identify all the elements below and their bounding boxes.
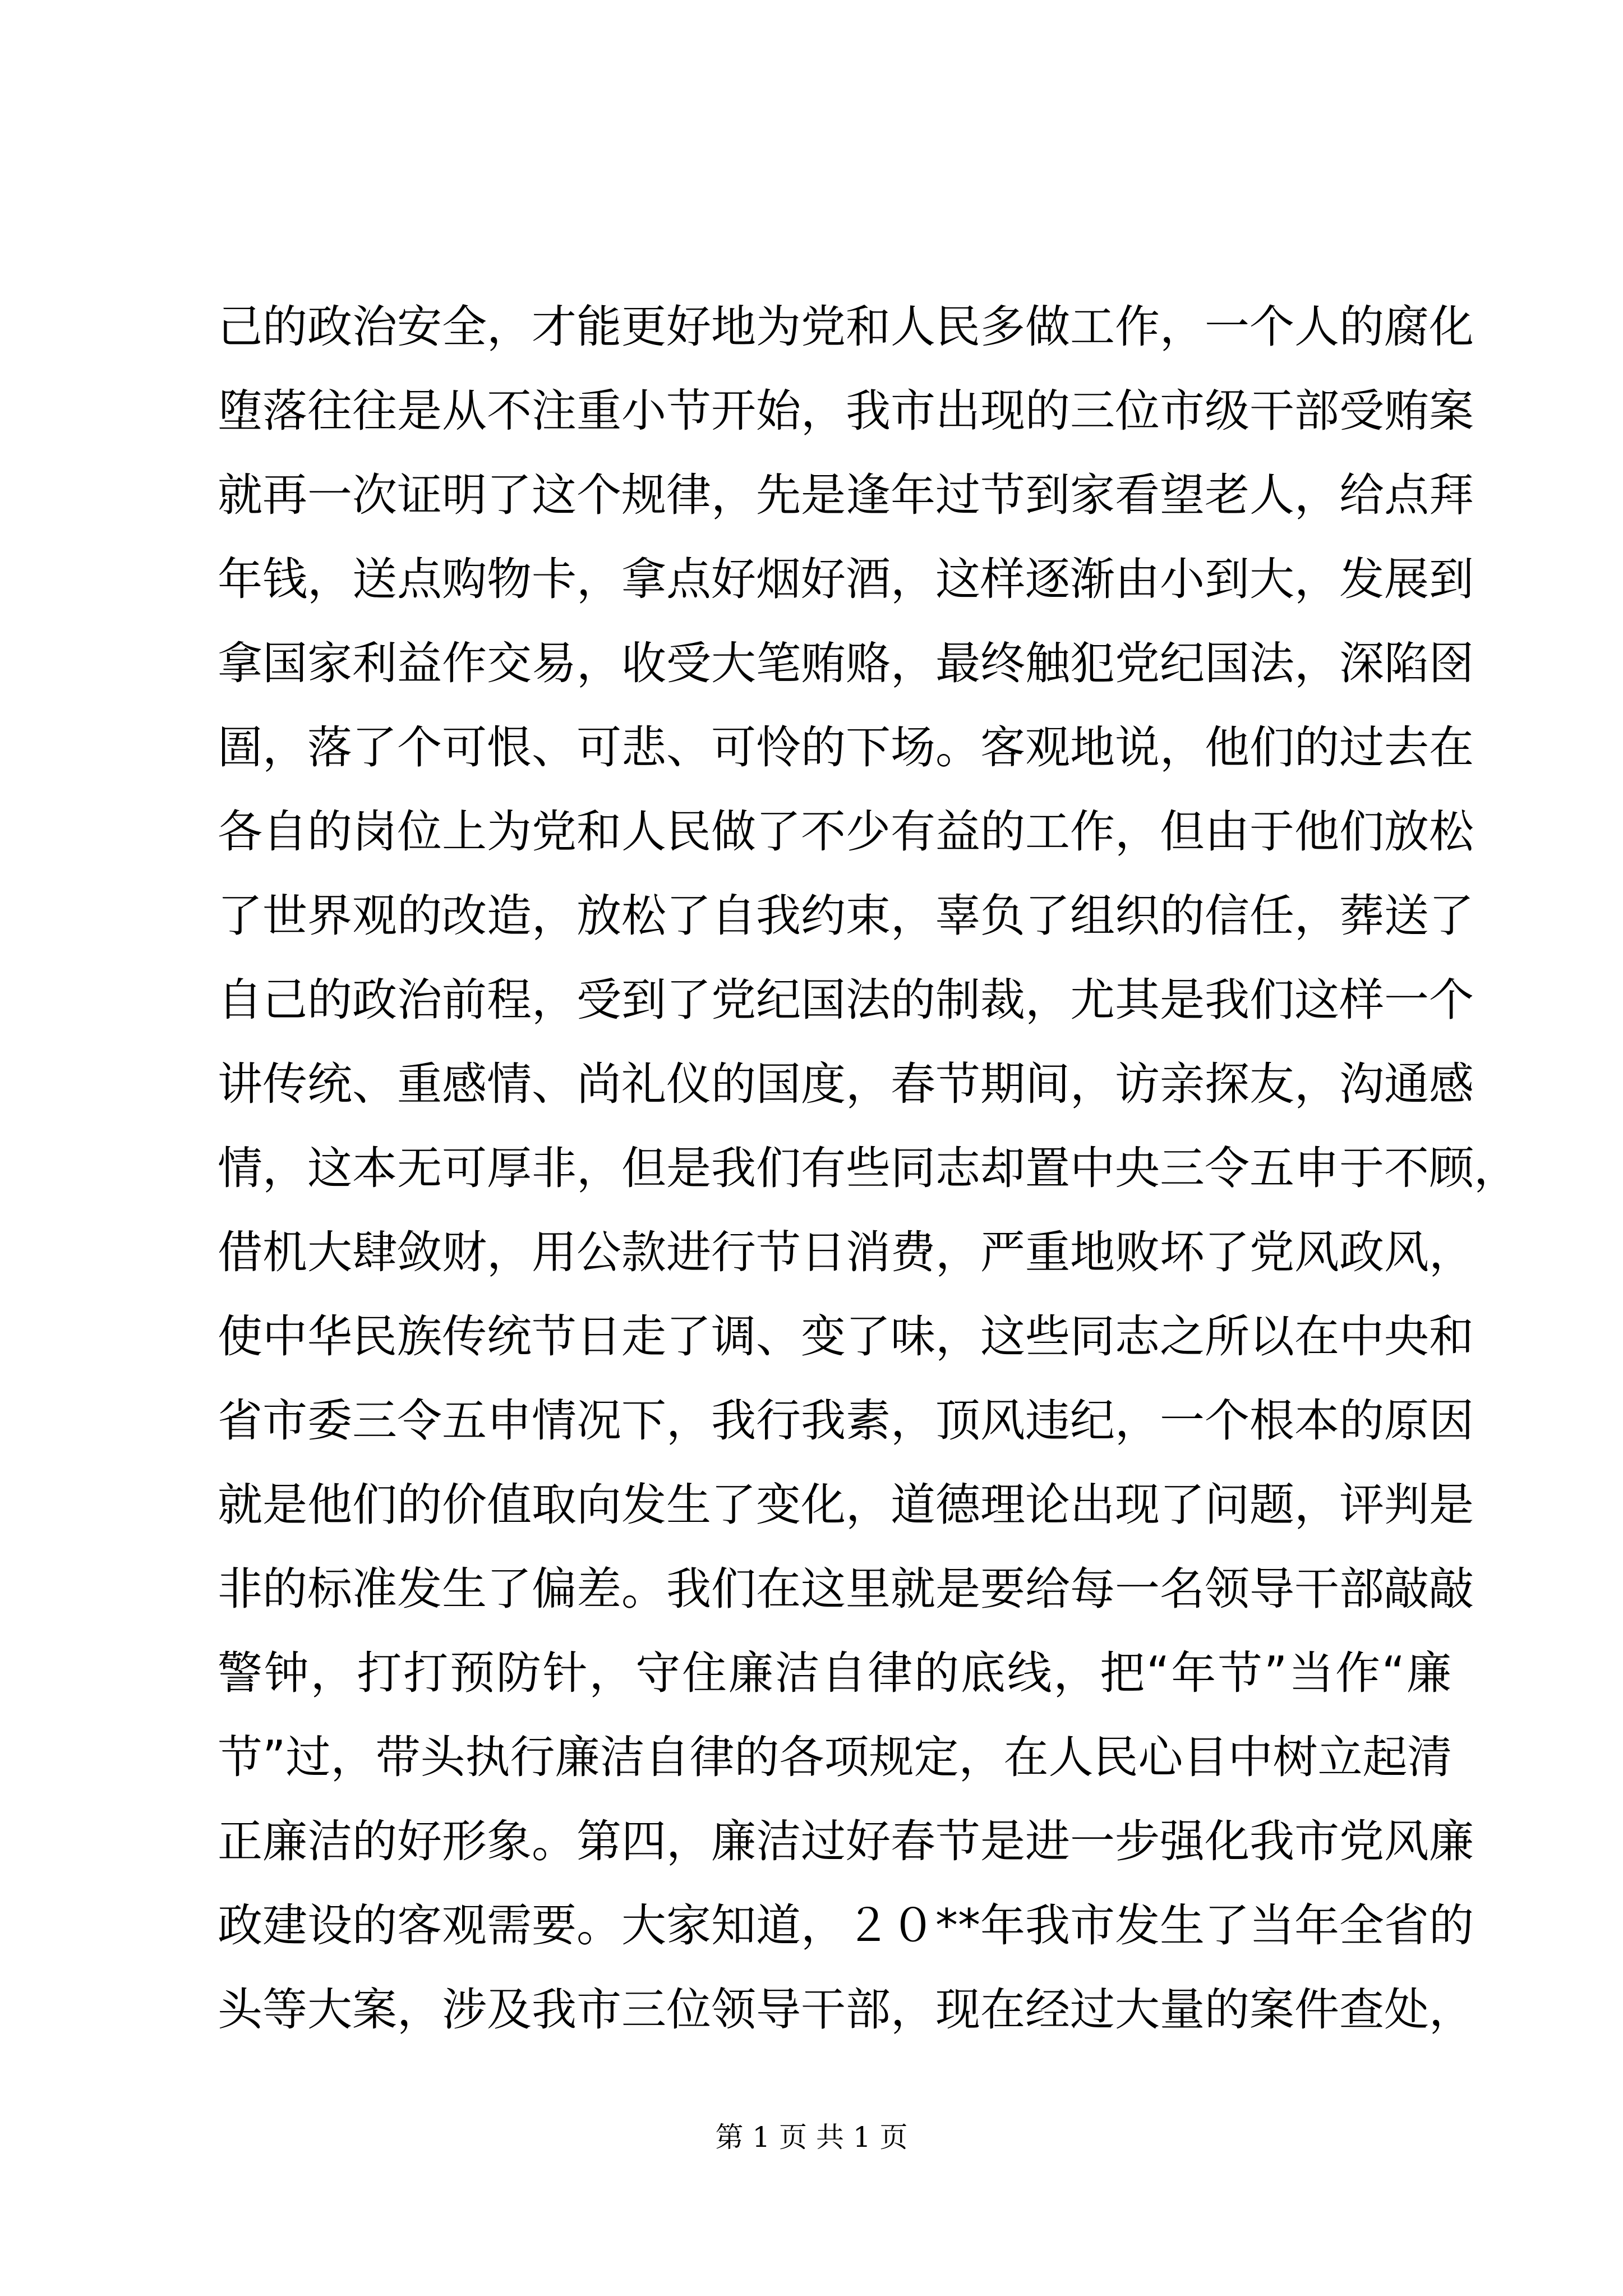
text-line: 非的标准发生了偏差。我们在这里就是要给每一名领导干部敲敲 xyxy=(218,1563,1474,1615)
text-line: 情，这本无可厚非，但是我们有些同志却置中央三令五申于不顾， xyxy=(218,1142,1519,1194)
text-line: 政建设的客观需要。大家知道，２０**年我市发生了当年全省的 xyxy=(218,1899,1474,1952)
text-line: 圄，落了个可恨、可悲、可怜的下场。客观地说，他们的过去在 xyxy=(218,721,1474,774)
text-line: 自己的政治前程，受到了党纪国法的制裁，尤其是我们这样一个 xyxy=(218,974,1474,1026)
body-text xyxy=(218,285,1519,2052)
text-line: 拿国家利益作交易，收受大笔贿赂，最终触犯党纪国法，深陷囹 xyxy=(218,637,1474,689)
text-line: 各自的岗位上为党和人民做了不少有益的工作，但由于他们放松 xyxy=(218,806,1474,858)
text-line: 年钱，送点购物卡，拿点好烟好酒，这样逐渐由小到大，发展到 xyxy=(218,553,1474,605)
text-line: 正廉洁的好形象。第四，廉洁过好春节是进一步强化我市党风廉 xyxy=(218,1815,1474,1867)
text-line: 就再一次证明了这个规律，先是逢年过节到家看望老人，给点拜 xyxy=(218,469,1474,521)
text-line: 节”过，带头执行廉洁自律的各项规定，在人民心目中树立起清 xyxy=(218,1731,1453,1783)
text-line: 己的政治安全，才能更好地为党和人民多做工作，一个人的腐化 xyxy=(218,301,1474,353)
text-line: 堕落往往是从不注重小节开始，我市出现的三位市级干部受贿案 xyxy=(218,385,1474,437)
text-line: 讲传统、重感情、尚礼仪的国度，春节期间，访亲探友，沟通感 xyxy=(218,1058,1474,1110)
page-number-footer: 第 1 页 共 1 页 xyxy=(715,2121,908,2154)
text-line: 就是他们的价值取向发生了变化，道德理论出现了问题，评判是 xyxy=(218,1479,1474,1531)
text-line: 省市委三令五申情况下，我行我素，顶风违纪，一个根本的原因 xyxy=(218,1395,1474,1447)
text-line: 使中华民族传统节日走了调、变了味，这些同志之所以在中央和 xyxy=(218,1310,1474,1363)
text-line: 了世界观的改造，放松了自我约束，辜负了组织的信任，葬送了 xyxy=(218,890,1474,942)
text-line: 警钟，打打预防针，守住廉洁自律的底线，把“年节”当作“廉 xyxy=(218,1647,1451,1699)
text-line: 头等大案，涉及我市三位领导干部，现在经过大量的案件查处， xyxy=(218,1984,1474,2036)
text-line: 借机大肆敛财，用公款进行节日消费，严重地败坏了党风政风， xyxy=(218,1226,1474,1278)
